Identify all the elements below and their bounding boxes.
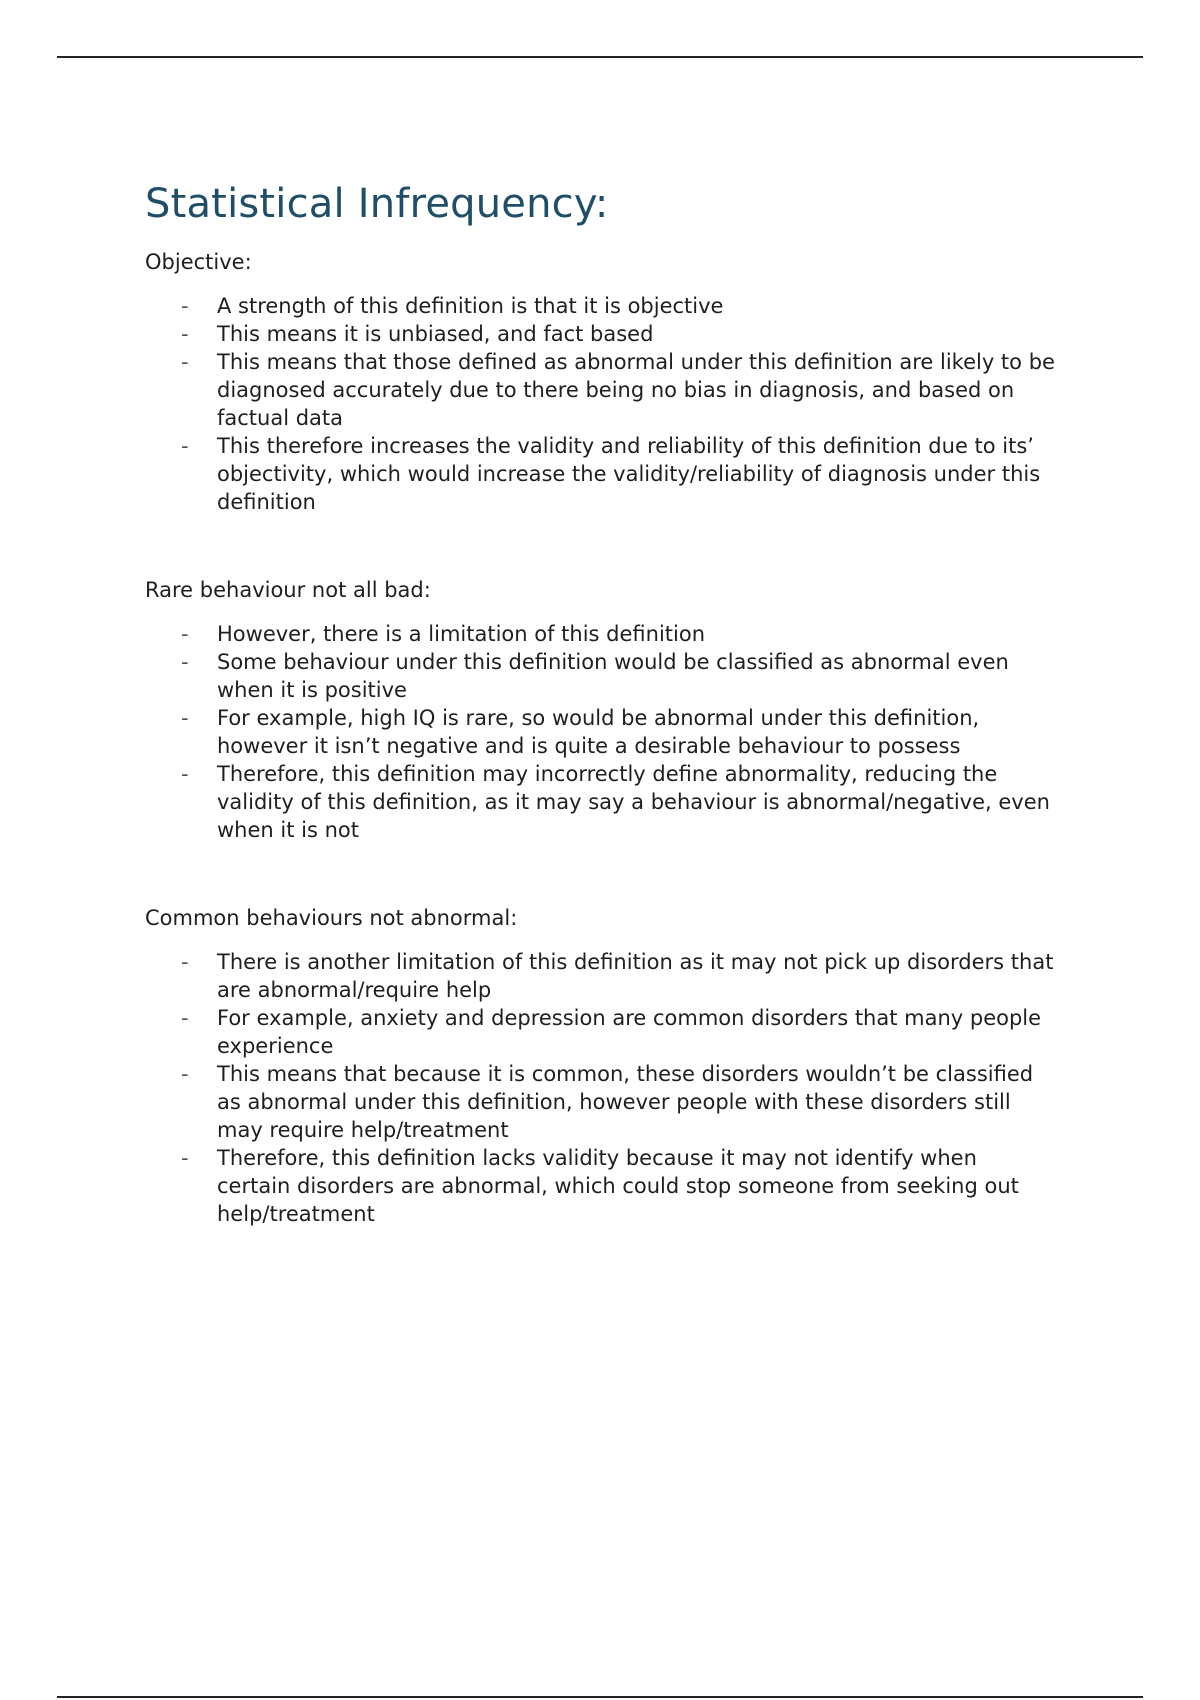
- list-item-text: For example, anxiety and depression are common disorders that many people experience: [217, 1006, 1042, 1058]
- list-item-text: Therefore, this definition may incorrectly define abnormality, reducing the validity of this definition, as it may say a behaviour is abnormal/negative, even when it is not: [217, 762, 1050, 842]
- list-item-text: However, there is a limitation of this definition: [217, 622, 706, 646]
- bottom-rule: [57, 1696, 1143, 1698]
- list-item-text: This therefore increases the validity and reliability of this definition due to its’ objectivity, which would increase the validity/reliability of diagnosis under this definition: [217, 434, 1041, 514]
- list-item: [145, 760, 1055, 844]
- section-heading: Common behaviours not abnormal:: [145, 906, 518, 930]
- document-body: [145, 176, 1055, 1228]
- bullet-list: [145, 948, 1055, 1228]
- section-spacer: [145, 516, 1055, 576]
- list-item-text: This means that because it is common, these disorders wouldn’t be classified as abnormal under this definition, however people with these disorders still may require help/treatment: [217, 1062, 1034, 1142]
- page-title: Statistical Infrequency:: [145, 181, 609, 227]
- list-item: [145, 348, 1055, 432]
- list-item: [145, 704, 1055, 760]
- dash-bullet: -: [181, 322, 189, 346]
- dash-bullet: -: [181, 1146, 189, 1170]
- list-item: [145, 292, 1055, 320]
- list-item: [145, 1060, 1055, 1144]
- list-item-text: A strength of this definition is that it is objective: [217, 294, 724, 318]
- dash-bullet: -: [181, 1006, 189, 1030]
- section-heading: Objective:: [145, 250, 252, 274]
- section-heading: Rare behaviour not all bad:: [145, 578, 431, 602]
- list-item: [145, 1004, 1055, 1060]
- list-item: [145, 620, 1055, 648]
- dash-bullet: -: [181, 294, 189, 318]
- list-item-text: Some behaviour under this definition would be classified as abnormal even when it is positive: [217, 650, 1009, 702]
- dash-bullet: -: [181, 650, 189, 674]
- dash-bullet: -: [181, 622, 189, 646]
- bullet-list: [145, 292, 1055, 516]
- section-rare-behaviour: [145, 576, 1055, 844]
- list-item: [145, 1144, 1055, 1228]
- list-item-text: This means that those defined as abnormal under this definition are likely to be diagnosed accurately due to there being no bias in diagnosis, and based on factual data: [217, 350, 1055, 430]
- dash-bullet: -: [181, 1062, 189, 1086]
- section-common-behaviours: [145, 904, 1055, 1228]
- section-spacer: [145, 844, 1055, 904]
- list-item-text: Therefore, this definition lacks validity because it may not identify when certain disorders are abnormal, which could stop someone from seeking out help/treatment: [217, 1146, 1019, 1226]
- dash-bullet: -: [181, 434, 189, 458]
- dash-bullet: -: [181, 350, 189, 374]
- top-rule: [57, 56, 1143, 58]
- list-item: [145, 320, 1055, 348]
- bullet-list: [145, 620, 1055, 844]
- list-item-text: There is another limitation of this definition as it may not pick up disorders that are abnormal/require help: [217, 950, 1054, 1002]
- list-item: [145, 432, 1055, 516]
- list-item-text: For example, high IQ is rare, so would be abnormal under this definition, however it isn’t negative and is quite a desirable behaviour to possess: [217, 706, 980, 758]
- list-item: [145, 648, 1055, 704]
- section-objective: [145, 248, 1055, 516]
- dash-bullet: -: [181, 950, 189, 974]
- dash-bullet: -: [181, 706, 189, 730]
- dash-bullet: -: [181, 762, 189, 786]
- list-item-text: This means it is unbiased, and fact based: [217, 322, 654, 346]
- list-item: [145, 948, 1055, 1004]
